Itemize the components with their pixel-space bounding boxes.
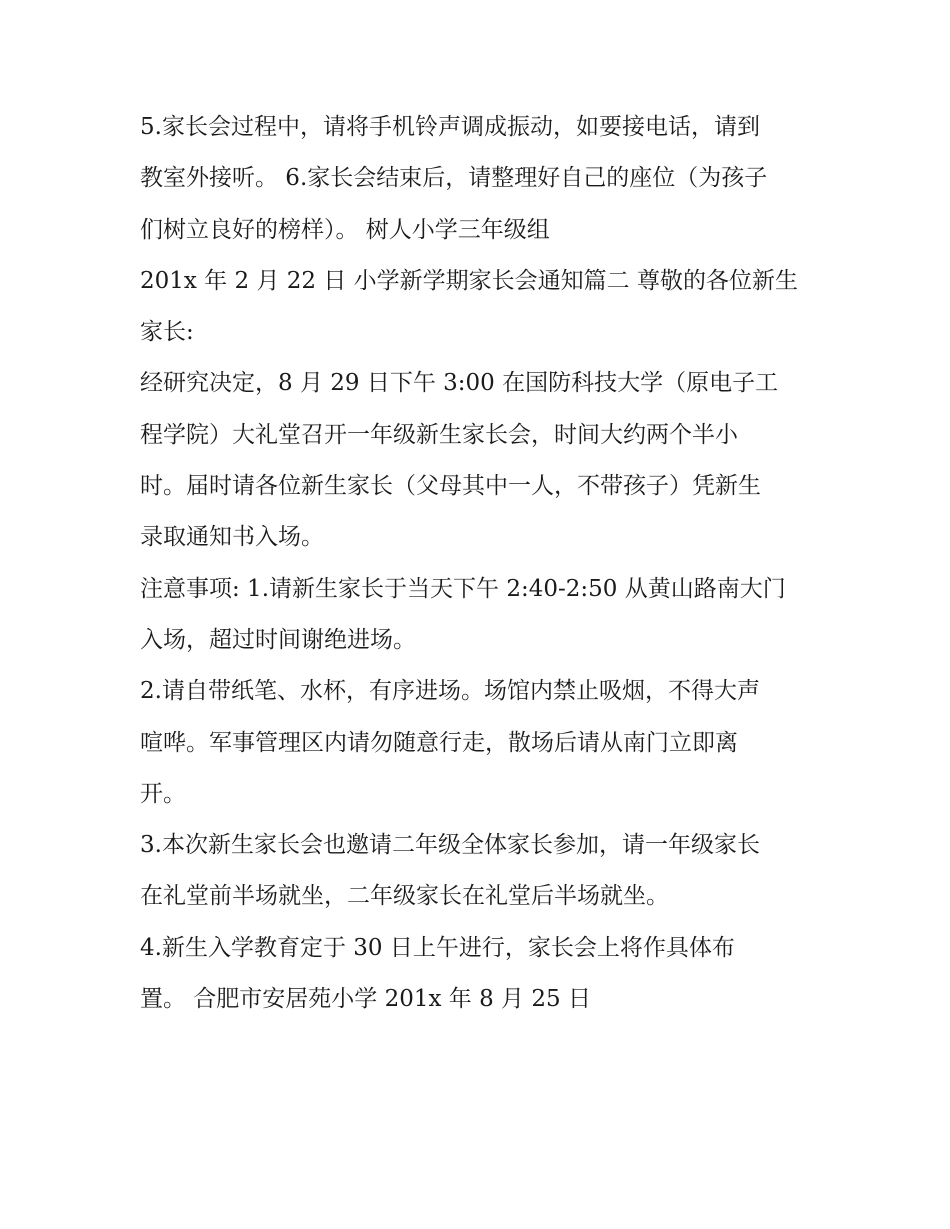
text-line: 201x 年 2 月 22 日 小学新学期家长会通知篇二 尊敬的各位新生: [140, 267, 798, 294]
text-line: 置。 合肥市安居苑小学 201x 年 8 月 25 日: [140, 986, 591, 1013]
text-line: 3.本次新生家长会也邀请二年级全体家长参加，请一年级家长: [140, 832, 760, 859]
text-line: 录取通知书入场。: [140, 524, 324, 551]
text-line: 时。届时请各位新生家长（父母其中一人，不带孩子）凭新生: [140, 473, 761, 500]
text-line: 2.请自带纸笔、水杯，有序进场。场馆内禁止吸烟，不得大声: [140, 678, 760, 705]
text-line: 们树立良好的榜样）。 树人小学三年级组: [140, 216, 550, 243]
text-line: 程学院）大礼堂召开一年级新生家长会，时间大约两个半小: [140, 421, 738, 448]
document-body: [140, 102, 820, 1025]
text-line: 入场，超过时间谢绝进场。: [140, 626, 416, 653]
text-line: 家长:: [140, 319, 194, 346]
text-line: 开。: [140, 780, 186, 807]
text-line: 注意事项: 1.请新生家长于当天下午 2:40-2:50 从黄山路南大门: [140, 575, 786, 602]
text-line: 5.家长会过程中，请将手机铃声调成振动，如要接电话，请到: [140, 114, 760, 140]
text-line: 喧哗。军事管理区内请勿随意行走，散场后请从南门立即离: [140, 729, 738, 756]
text-line: 教室外接听。 6.家长会结束后，请整理好自己的座位（为孩子: [140, 165, 768, 192]
text-line: 4.新生入学教育定于 30 日上午进行，家长会上将作具体布: [140, 934, 735, 961]
text-line: 在礼堂前半场就坐，二年级家长在礼堂后半场就坐。: [140, 883, 669, 910]
text-line: 经研究决定，8 月 29 日下午 3:00 在国防科技大学（原电子工: [140, 370, 779, 397]
